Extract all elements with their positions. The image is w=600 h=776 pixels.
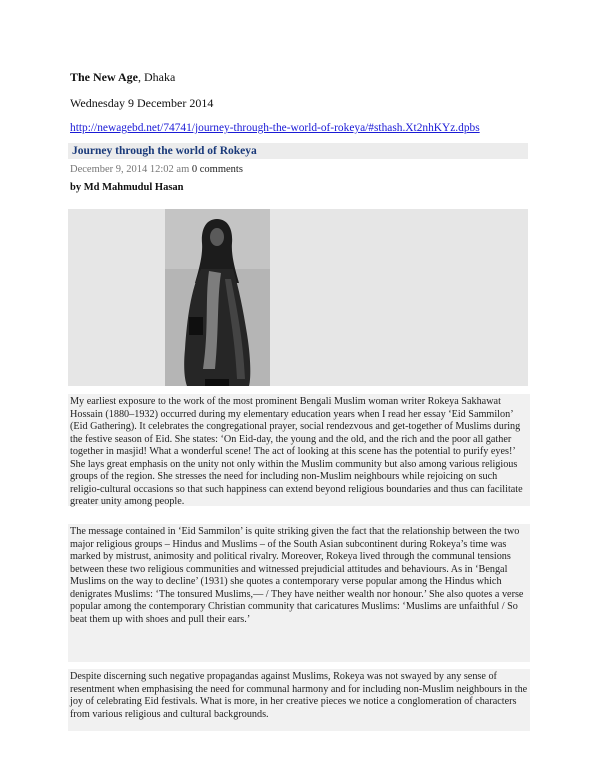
article-timestamp: December 9, 2014 12:02 am <box>70 164 190 175</box>
paragraph-text: The message contained in ‘Eid Sammilon’ is quite striking given the fact that the relationship between the two major religious groups – Hindus and Muslims – of the South Asian subcontinent during Rokeya’s time was marked by mistrust, animosity and political rivalry. Moreover, Rokeya lived through the communal tensions between these two religious communities and witnessed prejudicial attitudes and behaviours. As in ‘Bengal Muslims on the way to decline’ (1931) she quotes a contemporary verse popular among the Hindus which denigrates Muslims: ‘The tonsured Muslims,— / They have neither wealth nor honour.’ She also quotes a verse popular among the contemporary Christian community that caricatures Muslims: ‘Muslims are unfaithful / So beat them up with shoes and pull their ears.’ <box>70 526 524 625</box>
article-paragraph-3 <box>68 669 530 731</box>
article-url-link[interactable]: http://newagebd.net/74741/journey-through-the-world-of-rokeya/#sthash.Xt2nhKYz.dpbs <box>70 122 480 134</box>
publication-city: , Dhaka <box>138 70 176 84</box>
portrait-illustration <box>165 209 270 386</box>
article-meta <box>70 164 243 175</box>
publication-date: Wednesday 9 December 2014 <box>70 96 214 110</box>
publication-name: The New Age <box>70 70 138 84</box>
paragraph-text: My earliest exposure to the work of the most prominent Bengali Muslim woman writer Rokeya Sakhawat Hossain (1880–1932) occurred during my elementary education years when I read her essay ‘Eid Sammilon’ (Eid Gathering). It celebrates the congregational prayer, social rendezvous and get-together of Muslims during the festive season of Eid. She states: ‘On Eid-day, the young and the old, and the rich and the poor all gather together in masjid! What a wonderful scene! The act of looking at this scene has the potential to purify eyes!’ She lays great emphasis on the unity not only within the Muslim community but also among various religious groups of the region. She stresses the need for including non-Muslim neighbours while rejoicing on such religio-cultural occasions so that such happiness can extend beyond religious boundaries and thus can facilitate greater unity among people. <box>70 396 523 507</box>
paragraph-text: Despite discerning such negative propagandas against Muslims, Rokeya was not swayed by any sense of resentment when emphasising the need for communal harmony and for including non-Muslim neighbours in the joy of celebrating Eid festivals. What is more, in her creative pieces we notice a conglomeration of characters from various religious and cultural backgrounds. <box>70 671 528 720</box>
article-paragraph-2 <box>68 524 530 662</box>
article-title: Journey through the world of Rokeya <box>72 145 257 157</box>
portrait-photo <box>165 209 270 386</box>
article-byline: by Md Mahmudul Hasan <box>70 182 184 193</box>
publication-line <box>70 70 175 85</box>
comments-link[interactable]: 0 comments <box>191 164 243 175</box>
article-paragraph-1 <box>68 394 530 506</box>
photo-panel <box>68 209 528 386</box>
